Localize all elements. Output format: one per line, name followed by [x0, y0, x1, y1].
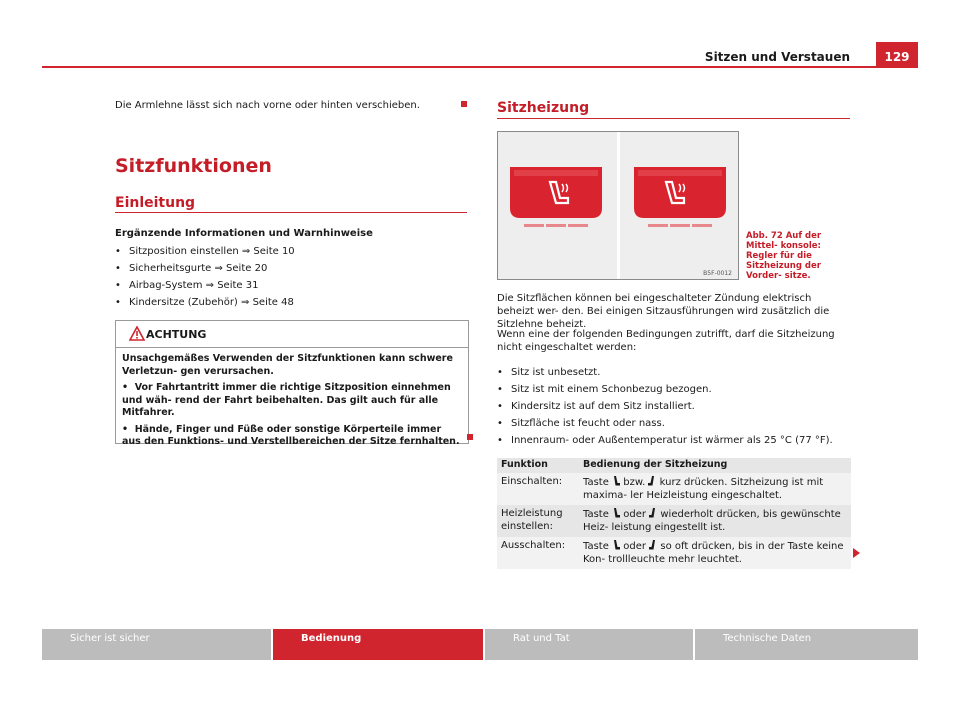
section-end-marker [467, 434, 473, 440]
cell-text: bzw. [623, 477, 646, 488]
figure-code: B5F-0012 [703, 270, 732, 277]
footer-tab-advice[interactable]: Rat und Tat [485, 629, 693, 660]
continue-arrow-icon[interactable] [853, 548, 860, 558]
cell-text: so oft drücken, bis in der Taste keine Kon- trollleuchte mehr leuchtet. [583, 541, 844, 565]
seat-heating-right-icon [649, 540, 657, 550]
table-cell-operation [579, 505, 851, 537]
table-header-operation: Bedienung der Sitzheizung [579, 458, 851, 473]
table-cell-function: Ausschalten: [497, 537, 579, 569]
condition-item: • Innenraum- oder Außentemperatur ist wärmer als 25 °C (77 °F). [497, 434, 851, 451]
info-list [115, 245, 455, 313]
section-end-marker [461, 101, 467, 107]
table-cell-function: Einschalten: [497, 473, 579, 505]
warning-box [115, 320, 469, 447]
seat-heating-left-icon [612, 508, 620, 518]
conditions-list [497, 366, 851, 451]
intro-paragraph: Die Sitzflächen können bei eingeschalteter Zündung elektrisch beheizt wer- den. Bei einigen Sitzausführungen wird zusätzlich die Sitzlehne beheizt. [497, 293, 830, 330]
warning-triangle-icon [129, 326, 145, 341]
info-link-seat-position[interactable]: • Sitzposition einstellen ⇒ Seite 10 [115, 245, 455, 262]
condition-item: • Sitz ist mit einem Schonbezug bezogen. [497, 383, 851, 400]
table-row [497, 505, 851, 537]
table-row [497, 473, 851, 505]
cell-text: wiederholt drücken, bis gewünschte Heiz- leistung eingestellt ist. [583, 509, 841, 533]
cell-text: Taste [583, 541, 609, 552]
figure-seat-heating-controls [497, 131, 739, 280]
section-title: Sitzfunktionen [115, 155, 272, 177]
seat-heating-right-icon [649, 508, 657, 518]
seat-heating-right-icon [648, 476, 656, 486]
table-cell-function: Heizleistung einstellen: [497, 505, 579, 537]
header-rule [42, 66, 918, 68]
condition-item: • Sitz ist unbesetzt. [497, 366, 851, 383]
table-header-function: Funktion [497, 458, 579, 473]
table-header-row [497, 458, 851, 473]
subsection-title: Sitzheizung [497, 100, 590, 116]
info-heading: Ergänzende Informationen und Warnhinweise [115, 228, 373, 239]
cell-text: oder [623, 509, 646, 520]
armrest-text: Die Armlehne lässt sich nach vorne oder hinten verschieben. [115, 100, 420, 111]
page-number: 129 [876, 42, 918, 68]
cell-text: Taste [583, 477, 609, 488]
warning-item-text: Vor Fahrtantritt immer die richtige Sitzposition einnehmen und wäh- rend der Fahrt beibehalten. Das gilt auch für alle Mitfahrer. [122, 382, 451, 418]
warning-title: ACHTUNG [146, 328, 207, 341]
seat-heating-left-icon [612, 476, 620, 486]
info-link-seat-belts[interactable]: • Sicherheitsgurte ⇒ Seite 20 [115, 262, 455, 279]
cell-text: oder [623, 541, 646, 552]
table-cell-operation [579, 473, 851, 505]
warning-intro: Unsachgemäßes Verwenden der Sitzfunktionen kann schwere Verletzun- gen verursachen. [122, 353, 453, 377]
subsection-title: Einleitung [115, 195, 196, 211]
warning-item-text: Hände, Finger und Füße oder sonstige Körperteile immer aus den Funktions- und Verstellbereichen der Sitze fernhalten. [122, 423, 460, 447]
info-link-airbag[interactable]: • Airbag-System ⇒ Seite 31 [115, 279, 455, 296]
warning-body [116, 348, 468, 449]
seat-heating-left-icon [612, 540, 620, 550]
cell-text: Taste [583, 509, 609, 520]
info-link-child-seats[interactable]: • Kindersitze (Zubehör) ⇒ Seite 48 [115, 296, 455, 313]
warning-item: • Hände, Finger und Füße oder sonstige Körperteile immer aus den Funktions- und Verstellbereichen der Sitze fernhalten. [122, 423, 460, 447]
seat-heating-table [497, 458, 851, 569]
table-row [497, 537, 851, 569]
running-header-title: Sitzen und Verstauen [704, 50, 850, 64]
footer-tab-safety[interactable]: Sicher ist sicher [42, 629, 271, 660]
table-cell-operation [579, 537, 851, 569]
seat-heating-buttons-illustration [498, 132, 738, 279]
footer-tab-operation[interactable]: Bedienung [273, 629, 483, 660]
warning-item: • Vor Fahrtantritt immer die richtige Sitzposition einnehmen und wäh- rend der Fahrt beibehalten. Das gilt auch für alle Mitfahrer. [122, 382, 451, 418]
cell-text: kurz drücken. Sitzheizung ist mit maxima- ler Heizleistung eingeschaltet. [583, 477, 824, 501]
condition-item: • Sitzfläche ist feucht oder nass. [497, 417, 851, 434]
subsection-rule [497, 118, 850, 119]
figure-caption: Abb. 72 Auf der Mittel- konsole: Regler für die Sitzheizung der Vorder- sitze. [746, 231, 822, 281]
conditions-intro: Wenn eine der folgenden Bedingungen zutrifft, darf die Sitzheizung nicht eingeschaltet werden: [497, 329, 835, 353]
condition-item: • Kindersitz ist auf dem Sitz installiert. [497, 400, 851, 417]
warning-header [116, 321, 468, 348]
subsection-rule [115, 212, 467, 213]
footer-tab-technical-data[interactable]: Technische Daten [695, 629, 918, 660]
